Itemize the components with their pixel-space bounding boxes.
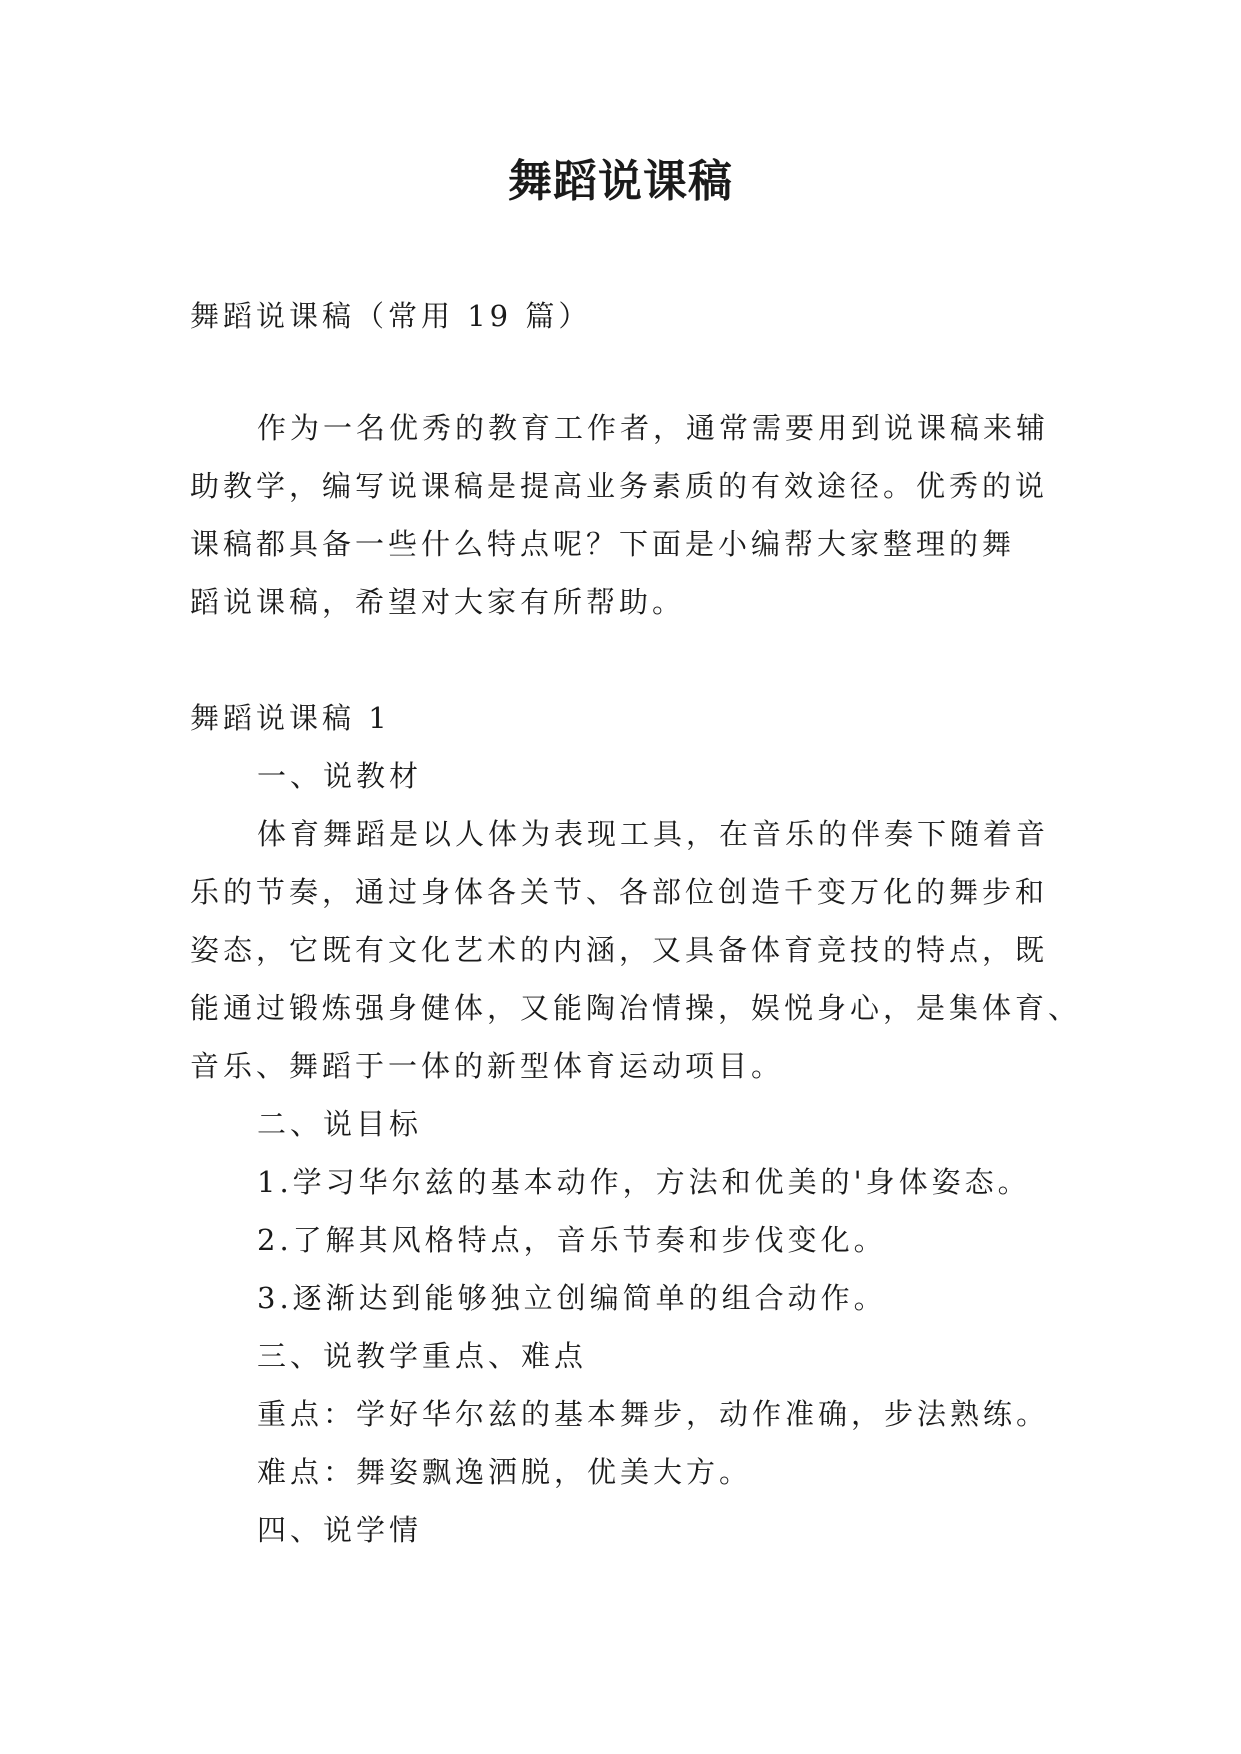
intro-paragraph-line: 蹈说课稿，希望对大家有所帮助。 bbox=[190, 585, 686, 619]
body-text-line: 重点：学好华尔兹的基本舞步，动作准确，步法熟练。 bbox=[257, 1397, 1050, 1431]
list-item: 1.学习华尔兹的基本动作，方法和优美的'身体姿态。 bbox=[257, 1165, 1031, 1199]
subsection-heading: 四、说学情 bbox=[257, 1513, 423, 1547]
body-text-line: 难点：舞姿飘逸洒脱，优美大方。 bbox=[257, 1455, 753, 1489]
intro-paragraph-line: 作为一名优秀的教育工作者，通常需要用到说课稿来辅 bbox=[257, 411, 1050, 445]
subsection-heading: 三、说教学重点、难点 bbox=[257, 1339, 588, 1373]
intro-paragraph-line: 助教学，编写说课稿是提高业务素质的有效途径。优秀的说 bbox=[190, 469, 1049, 503]
subsection-heading: 一、说教材 bbox=[257, 759, 423, 793]
body-text-line: 能通过锻炼强身健体，又能陶冶情操，娱悦身心，是集体育、 bbox=[190, 991, 1082, 1025]
section-heading: 舞蹈说课稿 1 bbox=[190, 701, 391, 735]
document-title: 舞蹈说课稿 bbox=[508, 156, 733, 207]
document-subtitle: 舞蹈说课稿（常用 19 篇） bbox=[190, 299, 592, 333]
list-item: 2.了解其风格特点，音乐节奏和步伐变化。 bbox=[257, 1223, 887, 1257]
body-text-line: 体育舞蹈是以人体为表现工具，在音乐的伴奏下随着音 bbox=[257, 817, 1050, 851]
subsection-heading: 二、说目标 bbox=[257, 1107, 423, 1141]
body-text-line: 乐的节奏，通过身体各关节、各部位创造千变万化的舞步和 bbox=[190, 875, 1049, 909]
intro-paragraph-line: 课稿都具备一些什么特点呢？下面是小编帮大家整理的舞 bbox=[190, 527, 1016, 561]
body-text-line: 姿态，它既有文化艺术的内涵，又具备体育竞技的特点，既 bbox=[190, 933, 1049, 967]
list-item: 3.逐渐达到能够独立创编简单的组合动作。 bbox=[257, 1281, 887, 1315]
body-text-line: 音乐、舞蹈于一体的新型体育运动项目。 bbox=[190, 1049, 785, 1083]
